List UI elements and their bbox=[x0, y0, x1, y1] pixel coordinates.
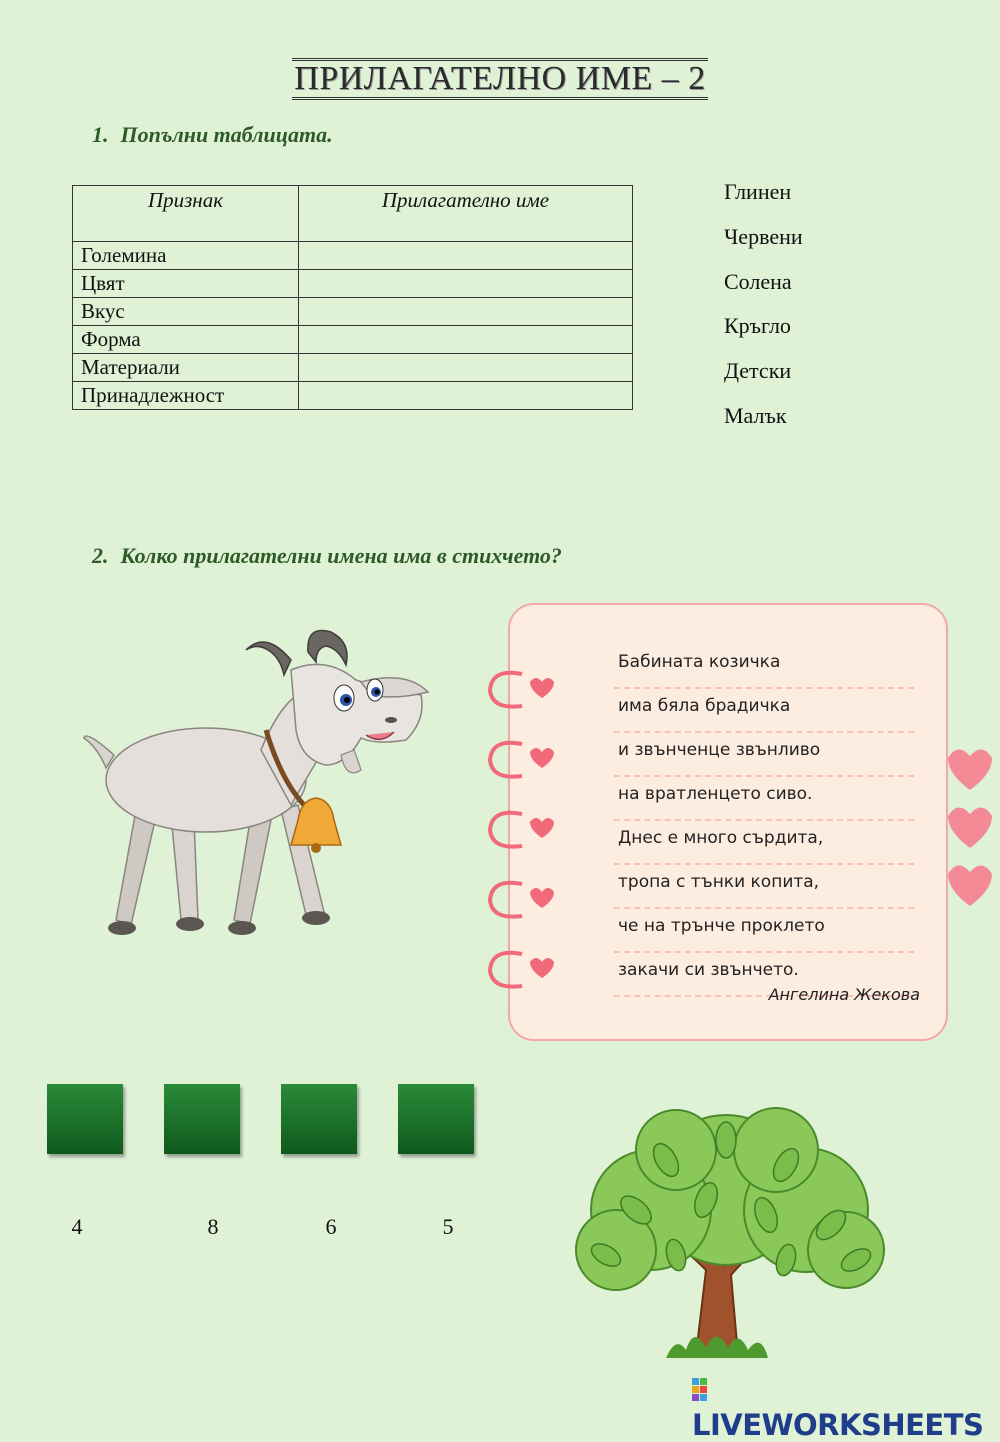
row-label: Принадлежност bbox=[73, 382, 299, 410]
task-1-heading: 1. Попълни таблицата. bbox=[92, 122, 333, 147]
row-label: Вкус bbox=[73, 298, 299, 326]
goat-illustration bbox=[76, 620, 436, 960]
answer-box[interactable] bbox=[47, 1084, 123, 1154]
answer-cell[interactable] bbox=[299, 270, 633, 298]
row-label: Големина bbox=[73, 242, 299, 270]
heart-ring-icon bbox=[490, 673, 522, 987]
answer-box[interactable] bbox=[281, 1084, 357, 1154]
poem-line: и звънченце звънливо bbox=[614, 733, 914, 777]
row-label: Цвят bbox=[73, 270, 299, 298]
liveworksheets-logo-icon bbox=[692, 1378, 716, 1404]
liveworksheets-brand: LIVEWORKSHEETS bbox=[692, 1374, 1000, 1442]
answer-option: 8 bbox=[207, 1214, 219, 1239]
answer-cell[interactable] bbox=[299, 382, 633, 410]
poem-line: има бяла брадичка bbox=[614, 689, 914, 733]
heart-tab-icons bbox=[940, 740, 1000, 910]
table-header-adjective: Прилагателно име bbox=[299, 186, 633, 242]
poem-line: Днес е много сърдита, bbox=[614, 821, 914, 865]
poem-notebook bbox=[508, 603, 948, 1041]
word-bank-item[interactable]: Малък bbox=[724, 402, 787, 428]
answer-option: 6 bbox=[325, 1214, 337, 1239]
row-label: Материали bbox=[73, 354, 299, 382]
word-bank-item[interactable]: Солена bbox=[724, 268, 792, 294]
poem-line: закачи си звънчето. bbox=[614, 953, 914, 997]
answer-box[interactable] bbox=[164, 1084, 240, 1154]
answer-cell[interactable] bbox=[299, 298, 633, 326]
answer-option: 5 bbox=[442, 1214, 454, 1239]
table-row bbox=[73, 242, 633, 270]
answer-cell[interactable] bbox=[299, 354, 633, 382]
table-row bbox=[73, 298, 633, 326]
table-row bbox=[73, 270, 633, 298]
word-bank bbox=[724, 170, 803, 439]
table-row bbox=[73, 326, 633, 354]
poem bbox=[614, 645, 914, 997]
poem-line: Бабината козичка bbox=[614, 645, 914, 689]
task-2-heading: 2. Колко прилагателни имена има в стихчето? bbox=[92, 543, 562, 568]
table-row bbox=[73, 382, 633, 410]
answer-option: 4 bbox=[71, 1214, 83, 1239]
table-header-feature: Признак bbox=[73, 186, 299, 242]
answer-cell[interactable] bbox=[299, 326, 633, 354]
word-bank-item[interactable]: Детски bbox=[724, 358, 792, 384]
word-bank-item[interactable]: Глинен bbox=[724, 179, 792, 204]
poem-line: тропа с тънки копита, bbox=[614, 865, 914, 909]
row-label: Форма bbox=[73, 326, 299, 354]
answer-box[interactable] bbox=[398, 1084, 474, 1154]
bush-illustration bbox=[556, 1100, 896, 1360]
word-bank-item[interactable]: Червени bbox=[724, 223, 803, 249]
poem-line: че на трънче проклето bbox=[614, 909, 914, 953]
fill-table bbox=[72, 185, 633, 410]
page-title: ПРИЛАГАТЕЛНО ИМЕ – 2 bbox=[0, 58, 1000, 100]
answer-cell[interactable] bbox=[299, 242, 633, 270]
table-row bbox=[73, 354, 633, 382]
heart-ring-icons bbox=[482, 660, 562, 990]
poem-line: на вратленцето сиво. bbox=[614, 777, 914, 821]
poem-author: Ангелина Жекова bbox=[768, 985, 920, 1004]
word-bank-item[interactable]: Кръгло bbox=[724, 313, 791, 339]
